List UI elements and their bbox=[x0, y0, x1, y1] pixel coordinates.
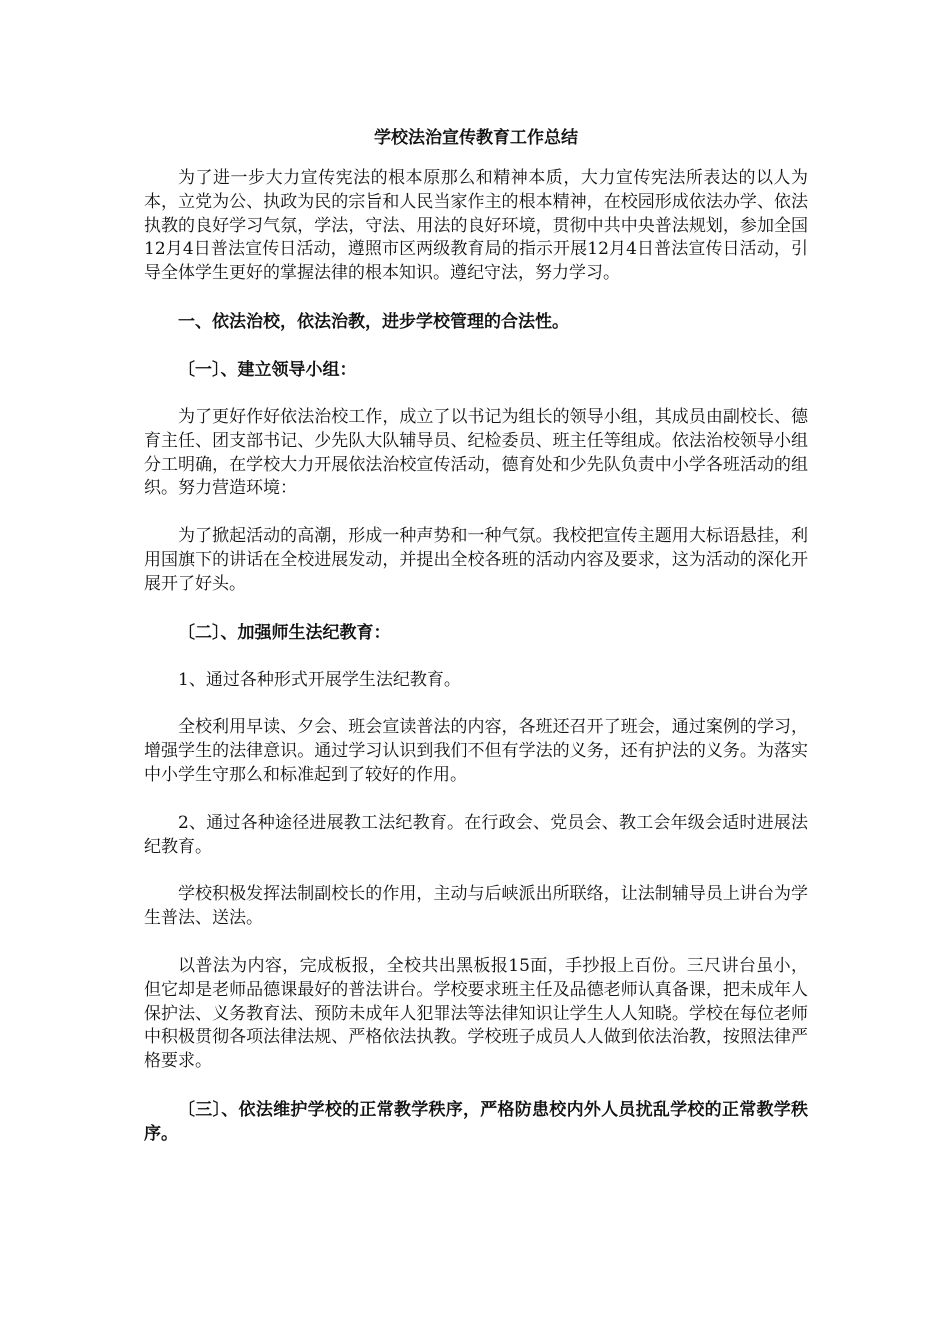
subsection-2-item-2: 2、通过各种途径进展教工法纪教育。在行政会、党员会、教工会年级会适时进展法纪教育。 bbox=[144, 812, 808, 857]
subsection-2-item-1: 1、通过各种形式开展学生法纪教育。 bbox=[178, 669, 461, 690]
intro-paragraph: 为了进一步大力宣传宪法的根本原那么和精神本质，大力宣传宪法所表达的以人为本，立党为公、执政为民的宗旨和人民当家作主的根本精神，在校园形成依法办学、依法执教的良好学习气氛，学法，守法、用法的良好环境，贯彻中共中央普法规划，参加全国12月4日普法宣传日活动，遵照市区两级教育局的指示开展12月4日普法宣传日活动，引导全体学生更好的掌握法律的根本知识。遵纪守法，努力学习。 bbox=[144, 168, 808, 284]
subsection-heading-2: 〔二〕、加强师生法纪教育： bbox=[178, 622, 391, 643]
subsection-1-paragraph-2: 为了掀起活动的高潮，形成一种声势和一种气氛。我校把宣传主题用大标语悬挂，利用国旗下的讲话在全校进展发动，并提出全校各班的活动内容及要求，这为活动的深化开展开了好头。 bbox=[144, 526, 808, 594]
section-heading-1: 一、依法治校，依法治教，进步学校管理的合法性。 bbox=[178, 311, 569, 332]
subsection-2-paragraph-3: 以普法为内容，完成板报，全校共出黑板报15面，手抄报上百份。三尺讲台虽小，但它却是老师品德课最好的普法讲台。学校要求班主任及品德老师认真备课，把未成年人保护法、义务教育法、预防未成年人犯罪法等法律知识让学生人人知晓。学校在每位老师中积极贯彻各项法律法规、严格依法执教。学校班子成员人人做到依法治教，按照法律严格要求。 bbox=[144, 955, 808, 1072]
subsection-2-paragraph-1: 全校利用早读、夕会、班会宣读普法的内容，各班还召开了班会，通过案例的学习，增强学生的法律意识。通过学习认识到我们不但有学法的义务，还有护法的义务。为落实中小学生守那么和标准起到了较好的作用。 bbox=[144, 717, 808, 785]
document-title: 学校法治宣传教育工作总结 bbox=[374, 128, 578, 148]
subsection-heading-3: 〔三〕、依法维护学校的正常教学秩序，严格防患校内外人员扰乱学校的正常教学秩序。 bbox=[144, 1099, 808, 1144]
document-body bbox=[144, 123, 808, 1170]
subsection-heading-1: 〔一〕、建立领导小组： bbox=[178, 359, 357, 380]
subsection-2-paragraph-2: 学校积极发挥法制副校长的作用，主动与后峡派出所联络，让法制辅导员上讲台为学生普法、送法。 bbox=[144, 884, 808, 929]
subsection-1-paragraph-1: 为了更好作好依法治校工作，成立了以书记为组长的领导小组，其成员由副校长、德育主任、团支部书记、少先队大队辅导员、纪检委员、班主任等组成。依法治校领导小组分工明确，在学校大力开展依法治校宣传活动，德育处和少先队负责中小学各班活动的组织。努力营造环境： bbox=[144, 406, 808, 499]
